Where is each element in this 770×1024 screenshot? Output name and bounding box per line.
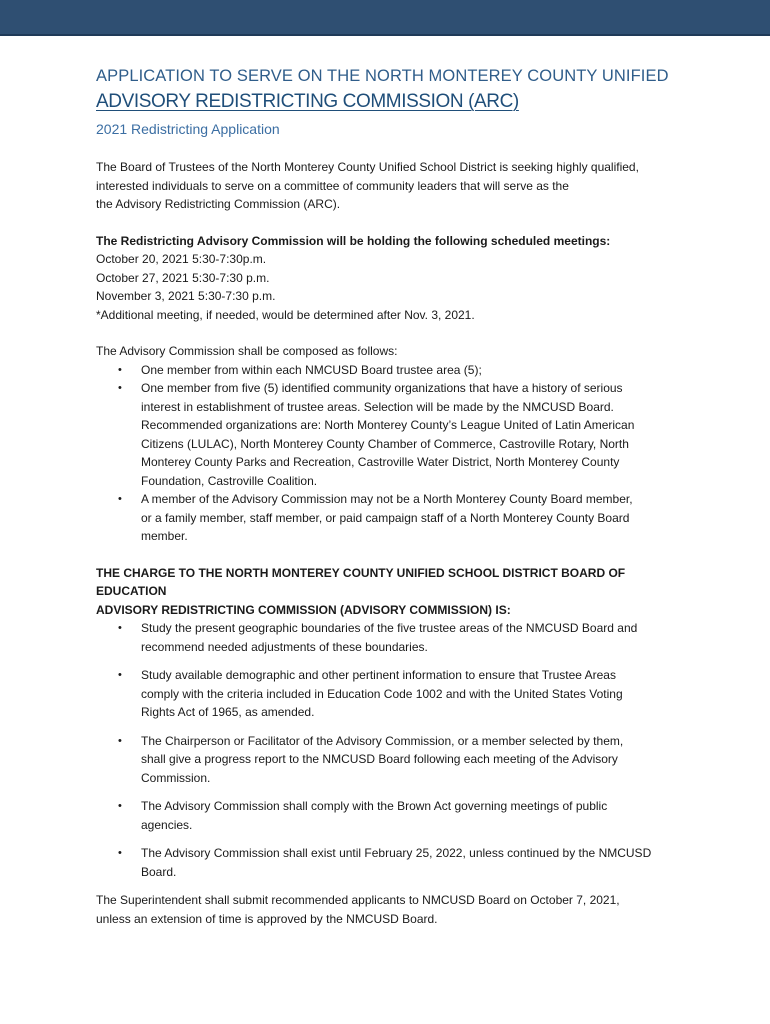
bullet-icon: • — [118, 493, 122, 505]
meeting-date: November 3, 2021 5:30-7:30 p.m. — [96, 289, 276, 303]
charge-heading: ADVISORY REDISTRICTING COMMISSION (ADVISORY COMMISSION) IS: — [96, 602, 511, 617]
title-line-2: ADVISORY REDISTRICTING COMMISSION (ARC) — [96, 91, 519, 112]
meetings-section — [96, 232, 686, 325]
list-item: • Study available demographic and other pertinent information to ensure that Trustee Areas comply with the criteria included in Education Code 1002 and with the United States Voting Rights Act of 1965, as amended. — [118, 668, 623, 719]
subtitle: 2021 Redistricting Application — [96, 121, 280, 137]
list-item: • The Advisory Commission shall comply with the Brown Act governing meetings of public agencies. — [118, 799, 608, 832]
meeting-date: October 27, 2021 5:30-7:30 p.m. — [96, 270, 270, 285]
top-banner-bar — [0, 0, 770, 36]
list-item: • A member of the Advisory Commission may not be a North Monterey County Board member, or a family member, staff member, or paid campaign staff of a North Monterey County Board member. — [118, 492, 633, 543]
title-line-1: APPLICATION TO SERVE ON THE NORTH MONTEREY COUNTY UNIFIED — [96, 67, 669, 85]
list-item: • The Chairperson or Facilitator of the Advisory Commission, or a member selected by them, shall give a progress report to the NMCUSD Board following each meeting of the Advisory Commission. — [118, 733, 624, 785]
meetings-heading: The Redistricting Advisory Commission will be holding the following scheduled meetings: — [96, 233, 611, 248]
closing-paragraph — [96, 891, 686, 928]
bullet-icon: • — [118, 382, 122, 394]
bullet-icon: • — [118, 669, 122, 681]
intro-line: the Advisory Redistricting Commission (ARC). — [96, 197, 341, 211]
bullet-icon: • — [118, 734, 122, 747]
intro-line: interested individuals to serve on a committee of community leaders that will serve as the — [96, 178, 569, 193]
intro-line: The Board of Trustees of the North Monterey County Unified School District is seeking highly qualified, — [96, 160, 639, 174]
closing-line: unless an extension of time is approved by the NMCUSD Board. — [96, 911, 438, 926]
list-item: • The Advisory Commission shall exist until February 25, 2022, unless continued by the NMCUSD Board. — [118, 846, 652, 879]
intro-paragraph — [96, 158, 686, 214]
composition-section — [96, 342, 686, 546]
composition-list — [96, 361, 686, 546]
bullet-icon: • — [118, 800, 122, 812]
closing-line: The Superintendent shall submit recommended applicants to NMCUSD Board on October 7, 2021, — [96, 893, 620, 907]
meeting-note: *Additional meeting, if needed, would be determined after Nov. 3, 2021. — [96, 307, 475, 322]
charge-heading: THE CHARGE TO THE NORTH MONTEREY COUNTY UNIFIED SCHOOL DISTRICT BOARD OF EDUCATION — [96, 565, 626, 598]
document-page — [96, 64, 686, 928]
bullet-icon: • — [118, 363, 122, 376]
list-item: • One member from within each NMCUSD Board trustee area (5); — [96, 361, 686, 380]
charge-section — [96, 564, 686, 882]
charge-list — [96, 619, 686, 881]
list-item: • Study the present geographic boundaries of the five trustee areas of the NMCUSD Board and recommend needed adjustments of these boundaries. — [118, 621, 638, 654]
list-item: • One member from five (5) identified community organizations that have a history of serious interest in establishment of trustee areas. Selection will be made by the NMCUSD Board. Recommended organizations are: North Monterey County’s League United of Latin American Citizens (LULAC), North Monterey County Chamber of Commerce, Castroville Rotary, North Monterey County Parks and Recreation, Castroville Water District, North Monterey County Foundation, Castroville Coalition. — [118, 381, 635, 488]
bullet-icon: • — [118, 622, 122, 634]
meeting-date: October 20, 2021 5:30-7:30p.m. — [96, 252, 267, 266]
composition-heading: The Advisory Commission shall be composed as follows: — [96, 344, 398, 358]
bullet-icon: • — [118, 847, 122, 859]
